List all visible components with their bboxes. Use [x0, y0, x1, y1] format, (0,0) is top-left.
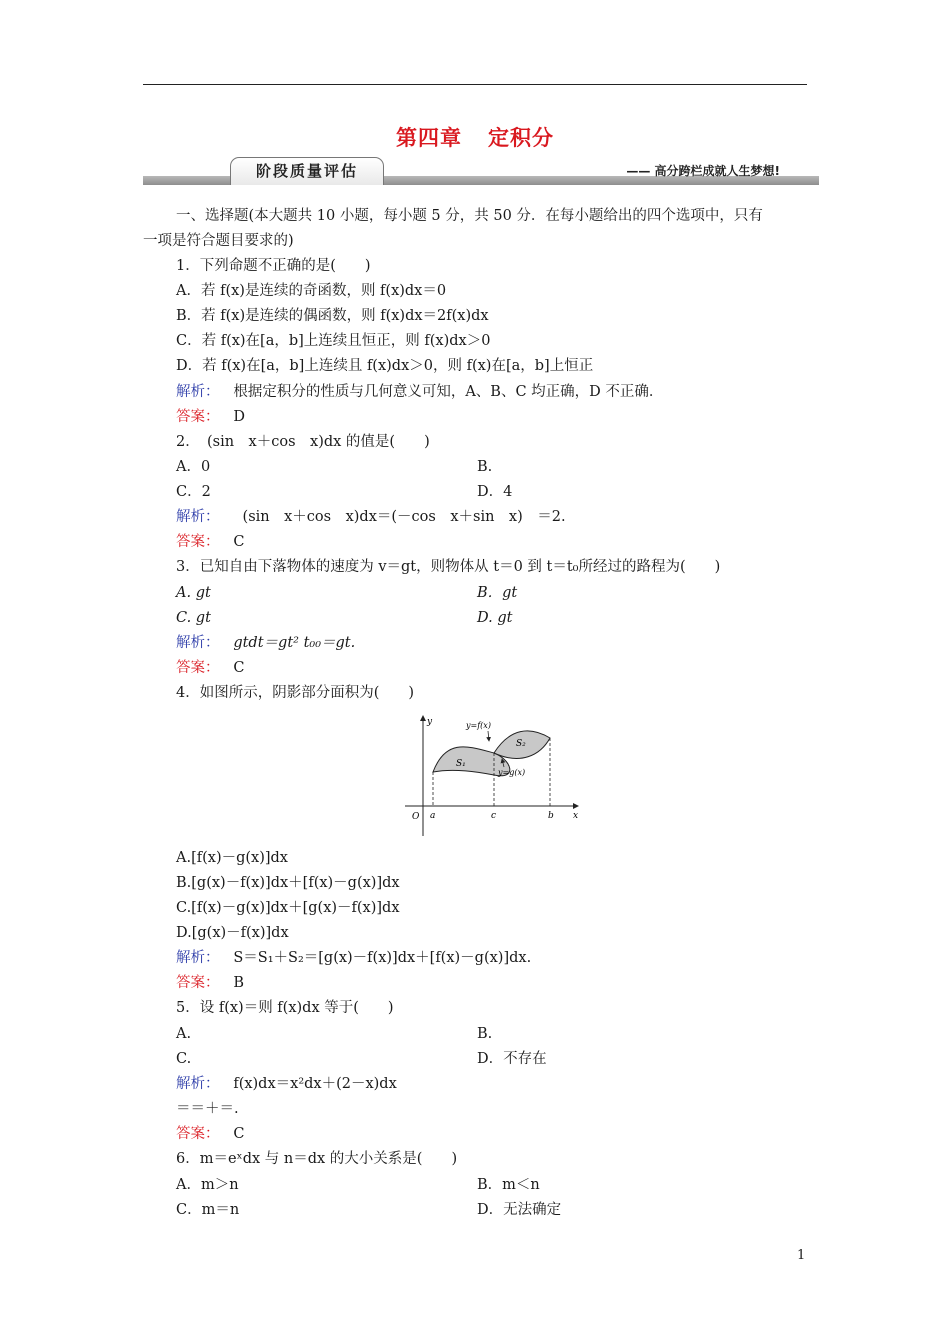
section-intro-line2: 一项是符合题目要求的) — [143, 233, 294, 249]
q1-answer: 答案： D — [176, 409, 245, 425]
q5-analysis-continued: ＝＝＋＝. — [176, 1101, 239, 1117]
area-figure — [402, 710, 587, 838]
q4-option-d: D.[g(x)－f(x)]dx — [176, 925, 289, 941]
label-x: x — [573, 811, 579, 821]
q1-analysis: 解析： 根据定积分的性质与几何意义可知，A、B、C 均正确，D 不正确． — [176, 384, 664, 400]
q3-stem: 3．已知自由下落物体的速度为 v＝gt，则物体从 t＝0 到 t＝t₀所经过的路程为( ) — [176, 559, 721, 575]
q3-answer: 答案： C — [176, 660, 245, 676]
page-number: 1 — [797, 1248, 806, 1263]
q3-option-b: B．gt — [477, 585, 518, 601]
q4-answer: 答案： B — [176, 975, 244, 991]
q2-stem: 2． (sin x＋cos x)dx 的值是( ) — [176, 434, 430, 450]
q2-answer: 答案： C — [176, 534, 245, 550]
label-a: a — [430, 811, 436, 821]
label-y: y — [427, 717, 433, 727]
q5-option-d: D．不存在 — [477, 1051, 547, 1067]
q1-stem: 1．下列命题不正确的是( ) — [176, 258, 371, 274]
q4-option-c: C.[f(x)－g(x)]dx＋[g(x)－f(x)]dx — [176, 900, 400, 916]
answer-label: 答案： — [176, 409, 220, 425]
q1-option-d: D．若 f(x)在[a，b]上连续且 f(x)dx＞0，则 f(x)在[a，b]上恒正 — [176, 358, 594, 374]
top-rule — [143, 84, 807, 85]
arrow-f — [488, 731, 489, 741]
q5-option-a: A. — [176, 1026, 192, 1042]
q2-option-d: D．4 — [477, 484, 513, 500]
q4-option-a: A.[f(x)－g(x)]dx — [176, 850, 288, 866]
q3-option-d: D. gt — [477, 610, 513, 626]
q3-analysis: 解析： gtdt＝gt² t₀₀＝gt. — [176, 635, 356, 651]
q2-option-b: B. — [477, 459, 493, 475]
q2-option-a: A．0 — [176, 459, 211, 475]
label-g: y=g(x) — [498, 768, 526, 777]
q5-option-b: B. — [477, 1026, 493, 1042]
label-f: y=f(x) — [466, 721, 491, 730]
label-s2: S₂ — [516, 739, 526, 749]
q1-option-c: C．若 f(x)在[a，b]上连续且恒正，则 f(x)dx＞0 — [176, 333, 491, 349]
q4-option-b: B.[g(x)－f(x)]dx＋[f(x)－g(x)]dx — [176, 875, 400, 891]
q6-option-d: D．无法确定 — [477, 1202, 562, 1218]
q6-option-c: C．m＝n — [176, 1202, 240, 1218]
analysis-label: 解析： — [176, 384, 220, 400]
q4-stem: 4．如图所示，阴影部分面积为( ) — [176, 685, 415, 701]
label-s1: S₁ — [456, 759, 466, 769]
label-c: c — [491, 811, 497, 821]
q5-analysis: 解析： f(x)dx＝x²dx＋(2－x)dx — [176, 1076, 397, 1092]
q4-analysis: 解析： S＝S₁＋S₂＝[g(x)－f(x)]dx＋[f(x)－g(x)]dx. — [176, 950, 532, 966]
q6-option-a: A．m＞n — [176, 1177, 239, 1193]
q6-stem: 6．m＝eˣdx 与 n＝dx 的大小关系是( ) — [176, 1151, 458, 1167]
q6-option-b: B．m＜n — [477, 1177, 540, 1193]
q5-answer: 答案： C — [176, 1126, 245, 1142]
q2-analysis: 解析： (sin x＋cos x)dx＝(－cos x＋sin x) ＝2. — [176, 509, 566, 525]
q3-option-a: A. gt — [176, 585, 211, 601]
q2-option-c: C．2 — [176, 484, 211, 500]
q5-stem: 5．设 f(x)＝则 f(x)dx 等于( ) — [176, 1000, 394, 1016]
q1-option-a: A．若 f(x)是连续的奇函数，则 f(x)dx＝0 — [176, 283, 447, 299]
q5-option-c: C. — [176, 1051, 192, 1067]
label-b: b — [548, 811, 554, 821]
chapter-title: 第四章 定积分 — [396, 126, 554, 150]
q3-option-c: C. gt — [176, 610, 211, 626]
q1-option-b: B．若 f(x)是连续的偶函数，则 f(x)dx＝2f(x)dx — [176, 308, 489, 324]
slogan: —— 高分跨栏成就人生梦想! — [626, 164, 780, 178]
section-intro-line1: 一、选择题(本大题共 10 小题，每小题 5 分，共 50 分．在每小题给出的四个选项中，只有 — [176, 208, 763, 224]
label-o: O — [412, 812, 420, 822]
section-tab: 阶段质量评估 — [230, 157, 384, 185]
